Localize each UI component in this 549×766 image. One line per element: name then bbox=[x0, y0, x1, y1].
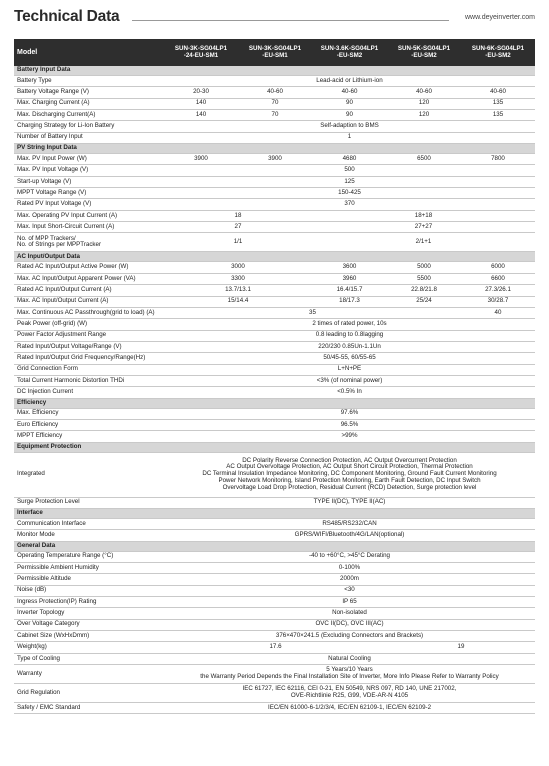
row-label: Peak Power (off-grid) (W) bbox=[14, 319, 164, 330]
row-value: 120 bbox=[387, 110, 461, 121]
row-value: IP 65 bbox=[164, 597, 535, 608]
row-label: Total Current Harmonic Distortion THDi bbox=[14, 375, 164, 386]
table-row bbox=[14, 132, 535, 143]
row-label: Weight(kg) bbox=[14, 642, 164, 653]
table-row bbox=[14, 551, 535, 562]
row-value: 5000 bbox=[387, 262, 461, 273]
row-label: Rated AC Input/Output Current (A) bbox=[14, 285, 164, 296]
row-value: 3000 bbox=[164, 262, 312, 273]
row-value: 70 bbox=[238, 110, 312, 121]
row-value: 150-425 bbox=[164, 188, 535, 199]
row-value: <3% (of nominal power) bbox=[164, 375, 535, 386]
row-value: 0-100% bbox=[164, 563, 535, 574]
row-label: Rated Input/Output Voltage/Range (V) bbox=[14, 341, 164, 352]
row-label: DC Injection Current bbox=[14, 387, 164, 398]
row-value: 18/17.3 bbox=[312, 296, 387, 307]
table-row bbox=[14, 210, 535, 221]
row-label: No. of MPP Trackers/ No. of Strings per MPPTracker bbox=[14, 233, 164, 252]
table-row bbox=[14, 307, 535, 318]
header-model-4: SUN-5K-SG04LP1 -EU-SM2 bbox=[387, 39, 461, 66]
table-row bbox=[14, 387, 535, 398]
table-row bbox=[14, 330, 535, 341]
row-value: L+N+PE bbox=[164, 364, 535, 375]
row-value: 1/1 bbox=[164, 233, 312, 252]
row-label: Max. Charging Current (A) bbox=[14, 98, 164, 109]
row-label: Grid Connection Form bbox=[14, 364, 164, 375]
table-row bbox=[14, 703, 535, 714]
row-label: Rated AC Input/Output Active Power (W) bbox=[14, 262, 164, 273]
row-label: Permissible Altitude bbox=[14, 574, 164, 585]
table-row bbox=[14, 631, 535, 642]
row-label: Max. Efficiency bbox=[14, 408, 164, 419]
row-value: 22.8/21.8 bbox=[387, 285, 461, 296]
row-label: Inverter Topology bbox=[14, 608, 164, 619]
section-title: Efficiency bbox=[14, 398, 535, 408]
row-value: 370 bbox=[164, 199, 535, 210]
row-value: 3900 bbox=[164, 154, 238, 165]
table-row bbox=[14, 285, 535, 296]
row-value: 1 bbox=[164, 132, 535, 143]
row-value: 6000 bbox=[461, 262, 535, 273]
row-label: Monitor Mode bbox=[14, 530, 164, 541]
row-value: OVC II(DC), OVC III(AC) bbox=[164, 619, 535, 630]
table-row bbox=[14, 497, 535, 508]
table-row bbox=[14, 233, 535, 252]
table-row bbox=[14, 87, 535, 98]
row-value: 40-60 bbox=[461, 87, 535, 98]
row-value: Self-adaption to BMS bbox=[164, 121, 535, 132]
row-value: >99% bbox=[164, 431, 535, 442]
table-row bbox=[14, 273, 535, 284]
row-label: Max. Operating PV Input Current (A) bbox=[14, 210, 164, 221]
spec-table bbox=[14, 39, 535, 714]
row-value: <30 bbox=[164, 585, 535, 596]
table-row bbox=[14, 375, 535, 386]
row-label: Grid Regulation bbox=[14, 684, 164, 703]
row-value: 13.7/13.1 bbox=[164, 285, 312, 296]
row-value: 0.8 leading to 0.8lagging bbox=[164, 330, 535, 341]
row-label: Max. PV Input Power (W) bbox=[14, 154, 164, 165]
table-row bbox=[14, 353, 535, 364]
row-label: Max. Discharging Current(A) bbox=[14, 110, 164, 121]
section-title: Battery Input Data bbox=[14, 66, 535, 76]
row-value: 2/1+1 bbox=[312, 233, 535, 252]
table-row bbox=[14, 530, 535, 541]
row-value: 140 bbox=[164, 98, 238, 109]
row-label: Battery Voltage Range (V) bbox=[14, 87, 164, 98]
row-value: 135 bbox=[461, 98, 535, 109]
table-row bbox=[14, 653, 535, 664]
section-title: General Data bbox=[14, 541, 535, 551]
row-value: 125 bbox=[164, 176, 535, 187]
table-row bbox=[14, 296, 535, 307]
row-label: Max. PV Input Voltage (V) bbox=[14, 165, 164, 176]
row-label: Euro Efficiency bbox=[14, 419, 164, 430]
row-value: Natural Cooling bbox=[164, 653, 535, 664]
table-row bbox=[14, 199, 535, 210]
row-label: Max. AC Input/Output Current (A) bbox=[14, 296, 164, 307]
row-value: 3900 bbox=[238, 154, 312, 165]
table-row bbox=[14, 574, 535, 585]
row-value: 220/230 0.85Un-1.1Un bbox=[164, 341, 535, 352]
table-row bbox=[14, 608, 535, 619]
row-value: 140 bbox=[164, 110, 238, 121]
table-row bbox=[14, 408, 535, 419]
row-label: Power Factor Adjustment Range bbox=[14, 330, 164, 341]
row-value: IEC/EN 61000-6-1/2/3/4, IEC/EN 62109-1, IEC/EN 62109-2 bbox=[164, 703, 535, 714]
row-label: Rated PV Input Voltage (V) bbox=[14, 199, 164, 210]
row-value: TYPE II(DC), TYPE II(AC) bbox=[164, 497, 535, 508]
row-value: 50/45-55, 60/55-65 bbox=[164, 353, 535, 364]
row-label: Cabinet Size (WxHxDmm) bbox=[14, 631, 164, 642]
row-value: 15/14.4 bbox=[164, 296, 312, 307]
table-row bbox=[14, 684, 535, 703]
row-value: Non-isolated bbox=[164, 608, 535, 619]
row-label: Integrated bbox=[14, 452, 164, 497]
section-header bbox=[14, 398, 535, 408]
row-value: 7800 bbox=[461, 154, 535, 165]
section-header bbox=[14, 508, 535, 518]
row-value: 17.6 bbox=[164, 642, 387, 653]
row-label: Permissible Ambient Humidity bbox=[14, 563, 164, 574]
header-model-1: SUN-3K-SG04LP1 -24-EU-SM1 bbox=[164, 39, 238, 66]
row-value: 6500 bbox=[387, 154, 461, 165]
row-value: 96.5% bbox=[164, 419, 535, 430]
row-value: 2 times of rated power, 10s bbox=[164, 319, 535, 330]
table-row bbox=[14, 165, 535, 176]
table-row bbox=[14, 431, 535, 442]
row-label: Safety / EMC Standard bbox=[14, 703, 164, 714]
row-label: Warranty bbox=[14, 665, 164, 684]
row-value: 500 bbox=[164, 165, 535, 176]
row-label: Type of Cooling bbox=[14, 653, 164, 664]
row-value: <0.5% In bbox=[164, 387, 535, 398]
table-row bbox=[14, 188, 535, 199]
table-header-row bbox=[14, 39, 535, 66]
row-label: Operating Temperature Range (°C) bbox=[14, 551, 164, 562]
page-title: Technical Data bbox=[14, 8, 120, 25]
row-value: 5500 bbox=[387, 273, 461, 284]
row-label: Surge Protection Level bbox=[14, 497, 164, 508]
table-row bbox=[14, 319, 535, 330]
header-model-2: SUN-3K-SG04LP1 -EU-SM1 bbox=[238, 39, 312, 66]
table-row bbox=[14, 665, 535, 684]
section-title: PV String Input Data bbox=[14, 144, 535, 154]
row-value: -40 to +60°C, >45°C Derating bbox=[164, 551, 535, 562]
row-value: 40 bbox=[461, 307, 535, 318]
row-label: MPPT Efficiency bbox=[14, 431, 164, 442]
row-value: 18 bbox=[164, 210, 312, 221]
row-value: 6600 bbox=[461, 273, 535, 284]
section-header bbox=[14, 144, 535, 154]
row-value: 30/28.7 bbox=[461, 296, 535, 307]
row-value: 40-60 bbox=[387, 87, 461, 98]
row-label: Noise (dB) bbox=[14, 585, 164, 596]
row-value: 2000m bbox=[164, 574, 535, 585]
row-label: Charging Strategy for Li-Ion Battery bbox=[14, 121, 164, 132]
table-row bbox=[14, 176, 535, 187]
header-model: Model bbox=[14, 39, 164, 66]
row-value: 27 bbox=[164, 222, 312, 233]
row-label: Max. Continuous AC Passthrough(grid to load) (A) bbox=[14, 307, 164, 318]
row-value: 27.3/26.1 bbox=[461, 285, 535, 296]
row-value: 70 bbox=[238, 98, 312, 109]
table-row bbox=[14, 262, 535, 273]
table-row bbox=[14, 98, 535, 109]
table-row bbox=[14, 585, 535, 596]
row-value: 4680 bbox=[312, 154, 387, 165]
row-label: Number of Battery Input bbox=[14, 132, 164, 143]
header bbox=[14, 8, 535, 32]
table-row bbox=[14, 154, 535, 165]
row-value: GPRS/WIFI/Bluetooth/4G/LAN(optional) bbox=[164, 530, 535, 541]
row-value: 5 Years/10 Years the Warranty Period Depends the Final Installation Site of Inverter, More Info Please Refer to Warranty Policy bbox=[164, 665, 535, 684]
row-label: Start-up Voltage (V) bbox=[14, 176, 164, 187]
table-row bbox=[14, 76, 535, 87]
row-label: Battery Type bbox=[14, 76, 164, 87]
row-value: 90 bbox=[312, 110, 387, 121]
table-row bbox=[14, 364, 535, 375]
section-header bbox=[14, 252, 535, 262]
row-value: IEC 61727, IEC 62116, CEI 0-21, EN 50549, NRS 097, RD 140, UNE 217002, OVE-Richtlinie R25, G99, VDE-AR-N 4105 bbox=[164, 684, 535, 703]
row-value: 376×470×241.5 (Excluding Connectors and Brackets) bbox=[164, 631, 535, 642]
table-row bbox=[14, 222, 535, 233]
row-value: Lead-acid or Lithium-ion bbox=[164, 76, 535, 87]
section-header bbox=[14, 541, 535, 551]
website-url: www.deyeinverter.com bbox=[464, 14, 535, 21]
header-rule bbox=[132, 20, 449, 21]
row-value: 90 bbox=[312, 98, 387, 109]
table-row bbox=[14, 121, 535, 132]
row-label: MPPT Voltage Range (V) bbox=[14, 188, 164, 199]
table-row bbox=[14, 563, 535, 574]
row-value: 3300 bbox=[164, 273, 312, 284]
row-label: Over Voltage Category bbox=[14, 619, 164, 630]
row-value: 3600 bbox=[312, 262, 387, 273]
header-model-3: SUN-3.6K-SG04LP1 -EU-SM2 bbox=[312, 39, 387, 66]
row-value: RS485/RS232/CAN bbox=[164, 518, 535, 529]
table-row bbox=[14, 110, 535, 121]
row-value: 18+18 bbox=[312, 210, 535, 221]
row-value: 16.4/15.7 bbox=[312, 285, 387, 296]
row-value: 135 bbox=[461, 110, 535, 121]
row-value: 97.6% bbox=[164, 408, 535, 419]
row-label: Ingress Protection(IP) Rating bbox=[14, 597, 164, 608]
table-row bbox=[14, 419, 535, 430]
row-value: DC Polarity Reverse Connection Protection, AC Output Overcurrent Protection AC Output Overvoltage Protection, AC Output Short Circuit Protection, Thermal Protection DC Terminal Insulation Impedance Monitoring, DC Component Monitoring, Ground Fault Current Monitoring Power Network Monitoring, Island Protection Monitoring, Earth Fault Detection, DC Input Switch Overvoltage Load Drop Protection, Residual Current (RCD) Detection, Surge protection level bbox=[164, 452, 535, 497]
table-row bbox=[14, 619, 535, 630]
row-value: 35 bbox=[164, 307, 461, 318]
section-title: AC Input/Output Data bbox=[14, 252, 535, 262]
row-value: 120 bbox=[387, 98, 461, 109]
table-body bbox=[14, 66, 535, 714]
row-value: 19 bbox=[387, 642, 535, 653]
section-header bbox=[14, 442, 535, 452]
row-label: Max. AC Input/Output Apparent Power (VA) bbox=[14, 273, 164, 284]
row-value: 25/24 bbox=[387, 296, 461, 307]
section-title: Equipment Protection bbox=[14, 442, 535, 452]
row-value: 20-30 bbox=[164, 87, 238, 98]
row-value: 40-60 bbox=[312, 87, 387, 98]
row-value: 3960 bbox=[312, 273, 387, 284]
table-row bbox=[14, 452, 535, 497]
table-row bbox=[14, 597, 535, 608]
row-value: 27+27 bbox=[312, 222, 535, 233]
table-row bbox=[14, 341, 535, 352]
header-model-5: SUN-6K-SG04LP1 -EU-SM2 bbox=[461, 39, 535, 66]
row-label: Rated Input/Output Grid Frequency/Range(Hz) bbox=[14, 353, 164, 364]
table-row bbox=[14, 518, 535, 529]
row-value: 40-60 bbox=[238, 87, 312, 98]
section-header bbox=[14, 66, 535, 76]
table-row bbox=[14, 642, 535, 653]
row-label: Max. Input Short-Circuit Current (A) bbox=[14, 222, 164, 233]
section-title: Interface bbox=[14, 508, 535, 518]
row-label: Communication Interface bbox=[14, 518, 164, 529]
